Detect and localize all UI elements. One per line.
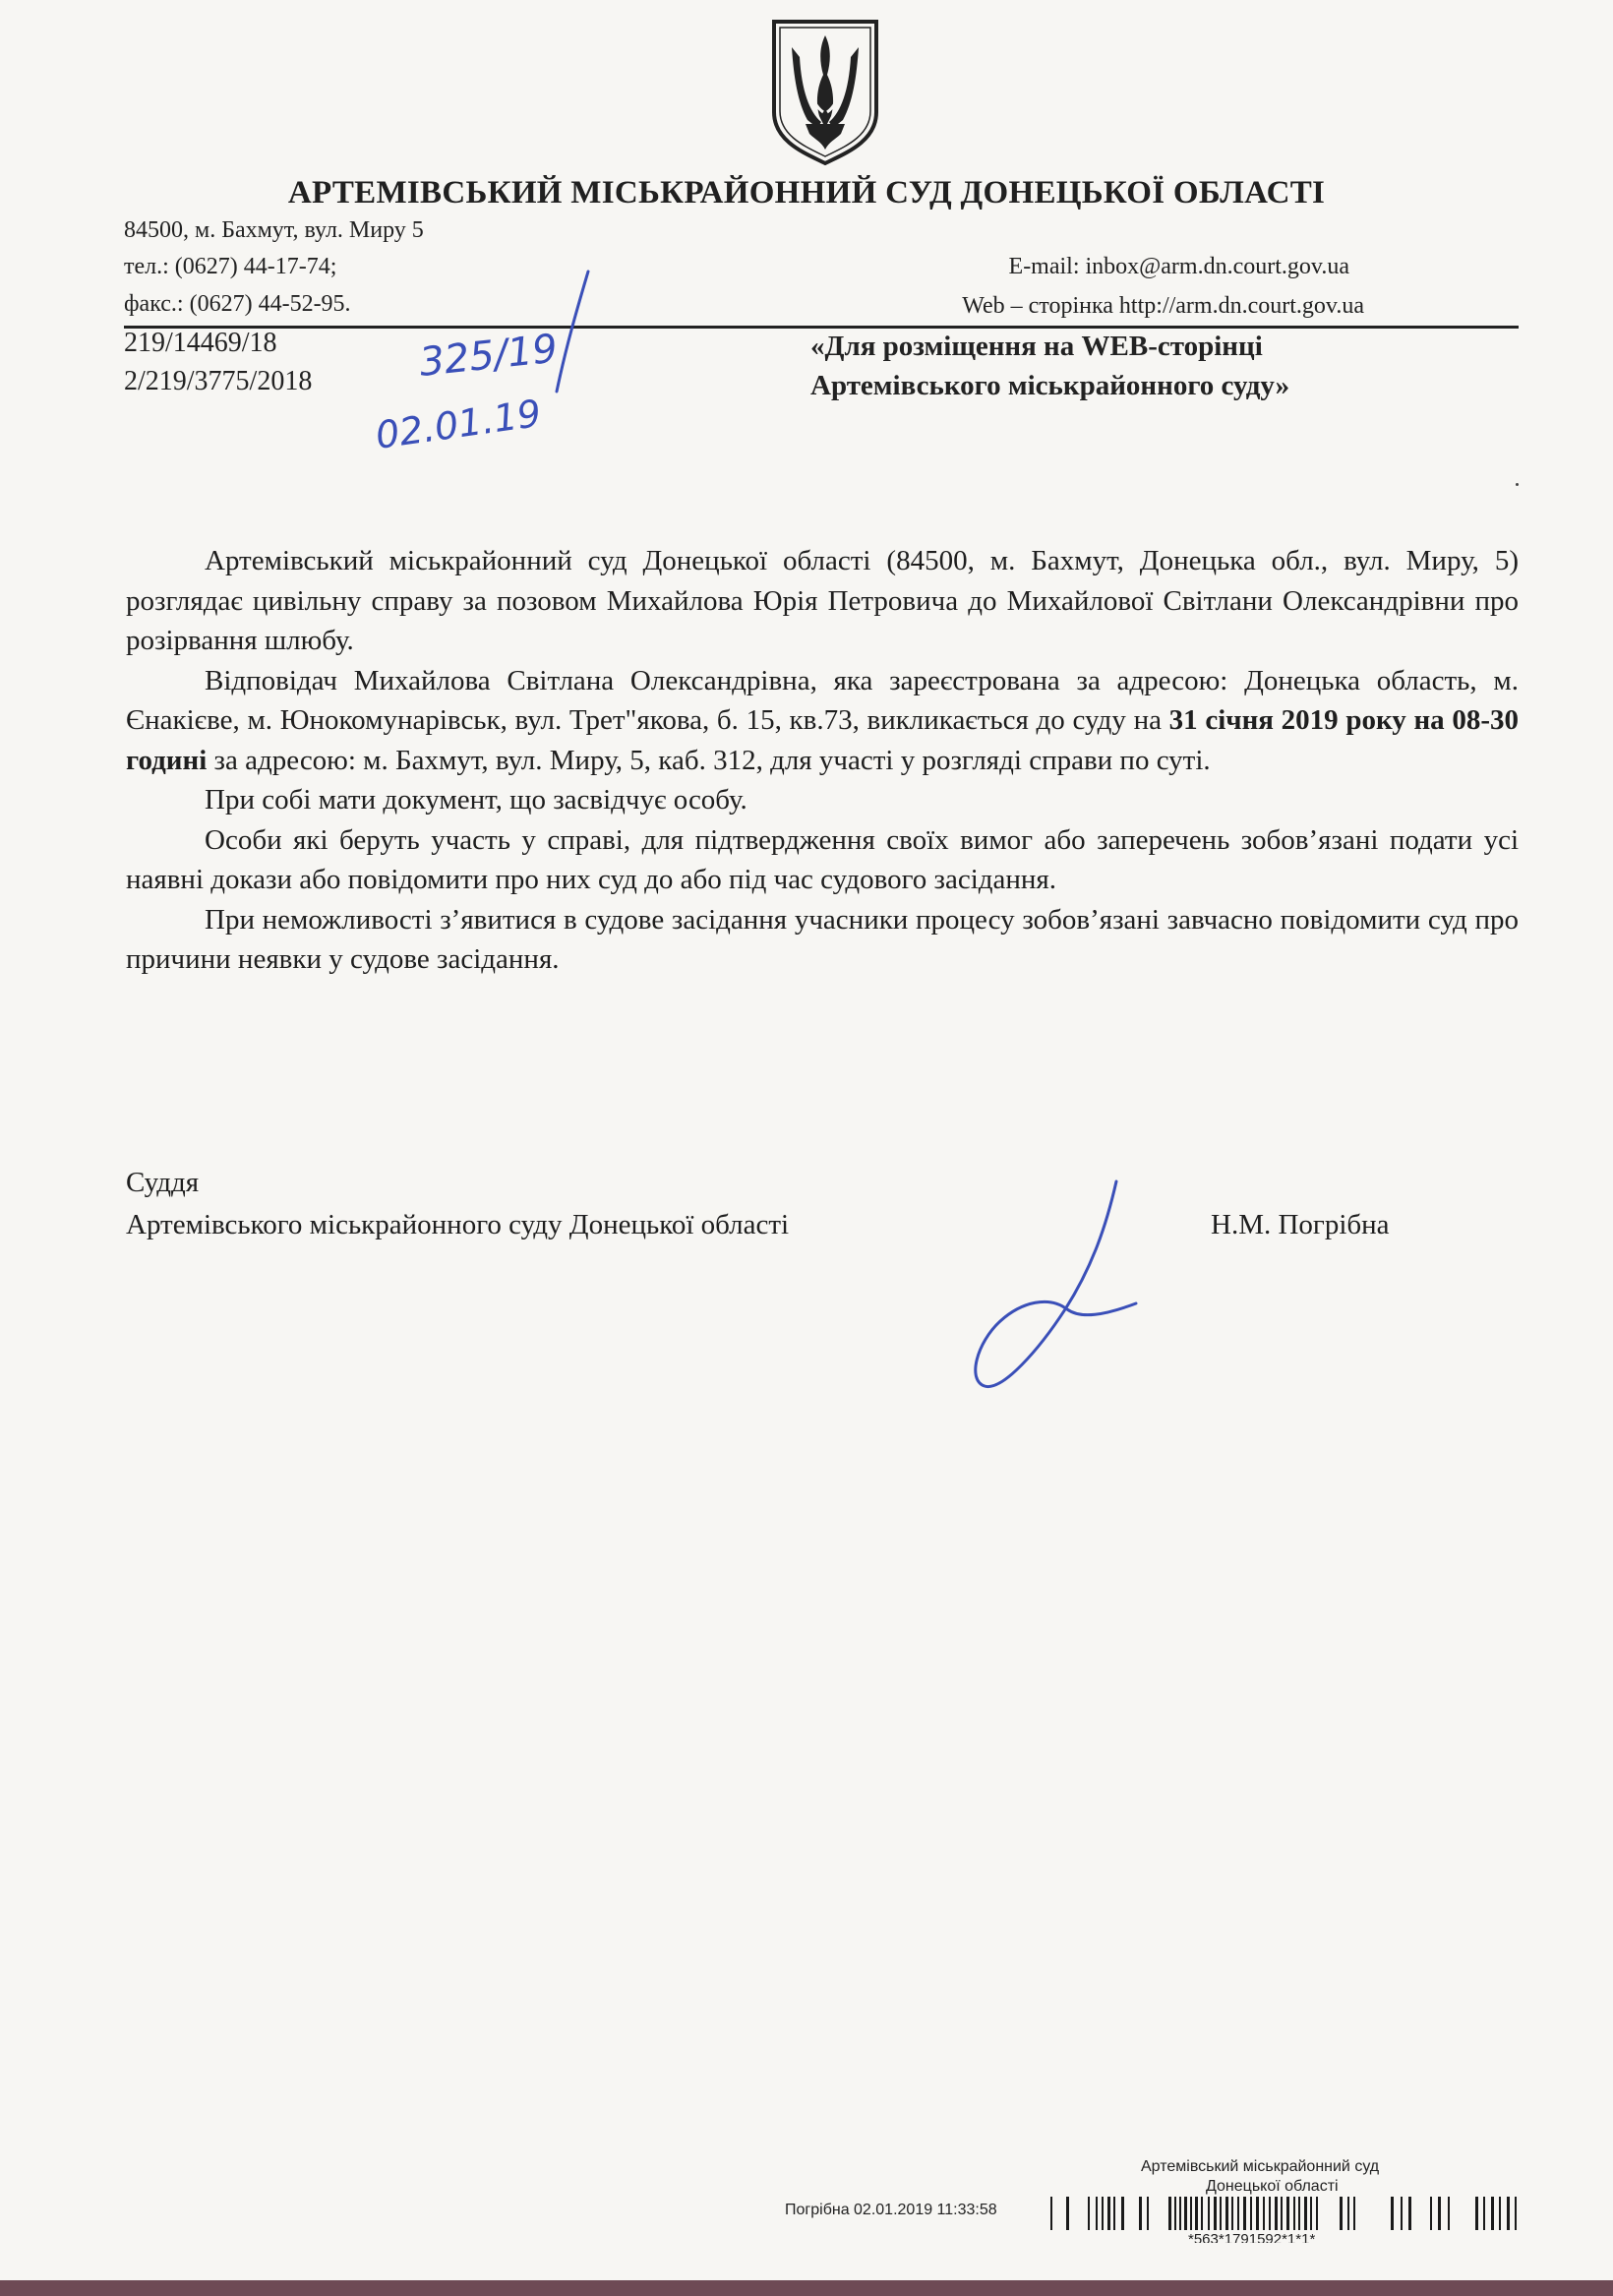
handwritten-date: 02.01.19 <box>373 391 544 457</box>
court-website: Web – сторінка http://arm.dn.court.gov.ua <box>962 293 1364 319</box>
notice-body <box>126 541 1519 980</box>
paragraph-id-document: При собі мати документ, що засвідчує особу. <box>205 784 747 816</box>
trident-emblem-icon <box>768 18 882 165</box>
court-email: E-mail: inbox@arm.dn.court.gov.ua <box>1008 254 1349 279</box>
judge-court: Артемівського міськрайонного суду Донецької області <box>126 1209 790 1240</box>
web-note-line-1: «Для розміщення на WEB-сторінці <box>810 331 1263 362</box>
court-phone: тел.: (0627) 44-17-74; <box>124 254 337 279</box>
barcode-icon <box>1050 2193 1519 2232</box>
handwritten-registration-mark <box>364 266 620 462</box>
stamp-court-line-2: Донецької області <box>1206 2178 1339 2195</box>
paragraph-absence: При неможливості з’явитися в судове засідання учасники процесу зобов’язані завчасно повідомити суд про причини неявки у судове засідання. <box>126 903 1519 975</box>
case-number: 219/14469/18 <box>124 328 277 358</box>
court-fax: факс.: (0627) 44-52-95. <box>124 291 351 317</box>
judge-title: Суддя <box>126 1167 200 1198</box>
paragraph-summons: Відповідач Михайлова Світлана Олександрівна, яка зареєстрована за адресою: Донецька область, м. Єнакієве, м. Юнокомунарівськ, вул. Трет"якова, б. 15, кв.73, викликається до суду на 31 січня 2019 року на 08-30 годині за адресою: м. Бахмут, вул. Миру, 5, каб. 312, для участі у розгляді справи по суті. <box>126 664 1519 776</box>
judge-signature-icon <box>959 1176 1156 1407</box>
header-divider <box>124 326 1519 329</box>
proceeding-number: 2/219/3775/2018 <box>124 366 313 396</box>
stamp-registration-meta: Погрібна 02.01.2019 11:33:58 <box>785 2202 997 2218</box>
judge-name: Н.М. Погрібна <box>1211 1209 1390 1240</box>
barcode-number: *563*1791592*1*1* <box>1188 2231 1316 2243</box>
paper-speck <box>1516 483 1519 486</box>
court-name: АРТЕМІВСЬКИЙ МІСЬКРАЙОННИЙ СУД ДОНЕЦЬКОЇ ОБЛАСТІ <box>287 175 1326 211</box>
paragraph-evidence: Особи які беруть участь у справі, для підтвердження своїх вимог або заперечень зобов’язані подати усі наявні докази або повідомити про них суд до або під час судового засідання. <box>126 823 1519 895</box>
scan-bottom-edge <box>0 2280 1613 2296</box>
handwritten-registration-number: 325/19 <box>417 326 561 386</box>
web-note-line-2: Артемівського міськрайонного суду» <box>810 370 1290 401</box>
court-address: 84500, м. Бахмут, вул. Миру 5 <box>124 217 424 243</box>
hearing-date-time: 31 січня 2019 року на 08-30 годині <box>126 704 1519 776</box>
paragraph-case-intro: Артемівський міськрайонний суд Донецької області (84500, м. Бахмут, Донецька обл., вул. Миру, 5) розглядає цивільну справу за позовом Михайлова Юрія Петровича до Михайлової Світлани Олександрівни про розірвання шлюбу. <box>126 545 1519 656</box>
stamp-court-line-1: Артемівський міськрайонний суд <box>1141 2158 1380 2175</box>
